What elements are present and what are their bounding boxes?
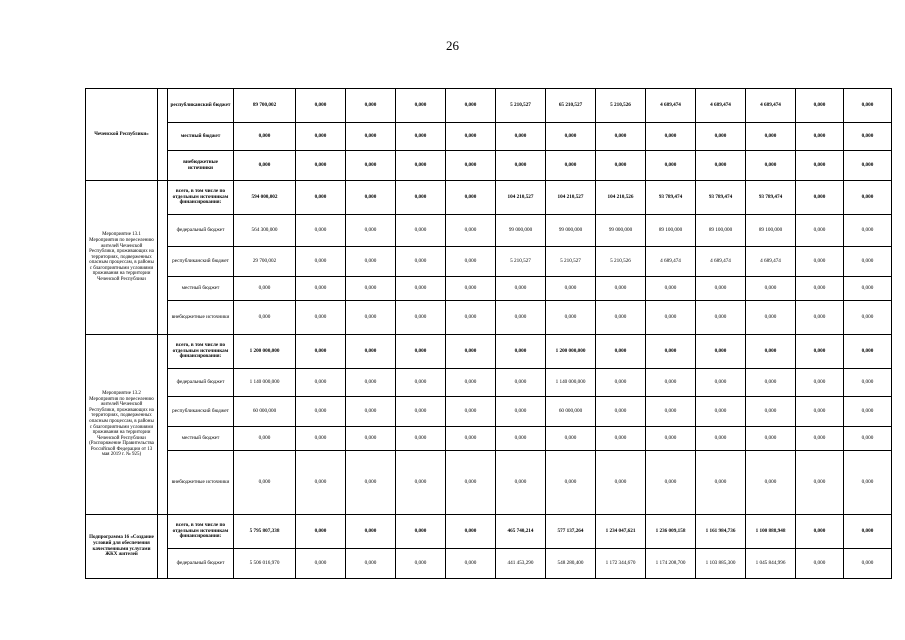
year-amount: 0,000 <box>844 335 892 369</box>
funding-source: внебюджетные источники <box>168 151 234 181</box>
year-amount: 0,000 <box>346 549 396 579</box>
year-amount: 0,000 <box>446 151 496 181</box>
year-amount: 0,000 <box>346 89 396 123</box>
year-amount: 0,000 <box>496 277 546 301</box>
year-amount: 1 140 000,000 <box>546 369 596 397</box>
year-amount: 0,000 <box>296 301 346 335</box>
table-row <box>86 301 892 335</box>
year-amount: 0,000 <box>446 247 496 277</box>
year-amount: 99 000,000 <box>546 215 596 247</box>
year-amount: 0,000 <box>496 335 546 369</box>
year-amount: 0,000 <box>296 427 346 451</box>
spacer-cell <box>158 89 168 181</box>
year-amount: 0,000 <box>796 89 844 123</box>
year-amount: 0,000 <box>596 123 646 151</box>
year-amount: 0,000 <box>696 369 746 397</box>
year-amount: 0,000 <box>746 451 796 515</box>
year-amount: 441 453,290 <box>496 549 546 579</box>
funding-source: республиканский бюджет <box>168 397 234 427</box>
year-amount: 1 103 885,300 <box>696 549 746 579</box>
year-amount: 65 210,527 <box>546 89 596 123</box>
year-amount: 0,000 <box>396 301 446 335</box>
table-row <box>86 549 892 579</box>
total-amount: 1 140 000,000 <box>234 369 296 397</box>
year-amount: 0,000 <box>446 89 496 123</box>
year-amount: 0,000 <box>396 451 446 515</box>
year-amount: 0,000 <box>496 301 546 335</box>
year-amount: 0,000 <box>396 247 446 277</box>
year-amount: 0,000 <box>396 215 446 247</box>
year-amount: 0,000 <box>346 247 396 277</box>
year-amount: 0,000 <box>296 181 346 215</box>
year-amount: 104 210,527 <box>496 181 546 215</box>
funding-source: всего, в том числе по отдельным источникам финансирования: <box>168 181 234 215</box>
year-amount: 548 280,400 <box>546 549 596 579</box>
year-amount: 1 200 000,000 <box>546 335 596 369</box>
year-amount: 1 174 208,700 <box>646 549 696 579</box>
year-amount: 0,000 <box>796 181 844 215</box>
total-amount: 0,000 <box>234 301 296 335</box>
year-amount: 4 689,474 <box>646 247 696 277</box>
year-amount: 0,000 <box>296 123 346 151</box>
year-amount: 0,000 <box>446 397 496 427</box>
year-amount: 0,000 <box>646 427 696 451</box>
year-amount: 0,000 <box>746 151 796 181</box>
year-amount: 0,000 <box>296 369 346 397</box>
table-row <box>86 335 892 369</box>
year-amount: 0,000 <box>396 89 446 123</box>
year-amount: 0,000 <box>844 181 892 215</box>
program-name: Мероприятие 13.1 Мероприятия по переселению жителей Чеченской Республики, проживающих на территориях, подверженных опасным процессам, в районы с благоприятными условиями проживания на территории Чеченской Республики <box>86 181 158 335</box>
year-amount: 4 689,474 <box>696 247 746 277</box>
funding-source: внебюджетные источники <box>168 451 234 515</box>
year-amount: 0,000 <box>844 451 892 515</box>
year-amount: 0,000 <box>496 151 546 181</box>
total-amount: 0,000 <box>234 123 296 151</box>
year-amount: 0,000 <box>546 451 596 515</box>
year-amount: 89 100,000 <box>696 215 746 247</box>
year-amount: 104 210,527 <box>546 181 596 215</box>
total-amount: 29 700,002 <box>234 247 296 277</box>
year-amount: 0,000 <box>396 515 446 549</box>
year-amount: 0,000 <box>646 151 696 181</box>
year-amount: 0,000 <box>546 123 596 151</box>
year-amount: 0,000 <box>696 123 746 151</box>
total-amount: 0,000 <box>234 277 296 301</box>
year-amount: 0,000 <box>446 301 496 335</box>
table-row <box>86 123 892 151</box>
program-name: Подпрограмма 16 «Создание условий для обеспечения качественными услугами ЖКХ жителей <box>86 515 158 579</box>
funding-source: республиканский бюджет <box>168 89 234 123</box>
year-amount: 1 045 844,996 <box>746 549 796 579</box>
year-amount: 0,000 <box>596 301 646 335</box>
year-amount: 0,000 <box>646 335 696 369</box>
year-amount: 0,000 <box>446 277 496 301</box>
year-amount: 0,000 <box>446 427 496 451</box>
year-amount: 0,000 <box>646 123 696 151</box>
spacer-cell <box>158 335 168 515</box>
year-amount: 0,000 <box>446 215 496 247</box>
year-amount: 0,000 <box>844 123 892 151</box>
year-amount: 0,000 <box>796 397 844 427</box>
year-amount: 93 789,474 <box>746 181 796 215</box>
year-amount: 1 161 984,736 <box>696 515 746 549</box>
table-row <box>86 369 892 397</box>
year-amount: 0,000 <box>296 397 346 427</box>
year-amount: 0,000 <box>396 277 446 301</box>
total-amount: 0,000 <box>234 451 296 515</box>
year-amount: 0,000 <box>596 369 646 397</box>
year-amount: 0,000 <box>546 427 596 451</box>
year-amount: 99 000,000 <box>596 215 646 247</box>
year-amount: 0,000 <box>796 247 844 277</box>
year-amount: 0,000 <box>844 247 892 277</box>
year-amount: 0,000 <box>596 335 646 369</box>
year-amount: 0,000 <box>396 123 446 151</box>
total-amount: 0,000 <box>234 427 296 451</box>
year-amount: 0,000 <box>746 335 796 369</box>
year-amount: 0,000 <box>396 397 446 427</box>
year-amount: 0,000 <box>746 427 796 451</box>
table-row <box>86 397 892 427</box>
year-amount: 465 740,214 <box>496 515 546 549</box>
year-amount: 0,000 <box>796 451 844 515</box>
total-amount: 60 000,000 <box>234 397 296 427</box>
year-amount: 0,000 <box>596 427 646 451</box>
year-amount: 0,000 <box>496 427 546 451</box>
total-amount: 0,000 <box>234 151 296 181</box>
year-amount: 0,000 <box>446 451 496 515</box>
funding-source: местный бюджет <box>168 123 234 151</box>
year-amount: 0,000 <box>844 515 892 549</box>
year-amount: 99 000,000 <box>496 215 546 247</box>
year-amount: 0,000 <box>696 451 746 515</box>
year-amount: 0,000 <box>396 335 446 369</box>
year-amount: 0,000 <box>346 215 396 247</box>
funding-source: местный бюджет <box>168 427 234 451</box>
year-amount: 0,000 <box>844 427 892 451</box>
year-amount: 89 100,000 <box>646 215 696 247</box>
program-name: Чеченской Республики» <box>86 89 158 181</box>
year-amount: 0,000 <box>396 151 446 181</box>
year-amount: 0,000 <box>746 123 796 151</box>
table-body <box>86 89 892 579</box>
year-amount: 0,000 <box>796 335 844 369</box>
year-amount: 0,000 <box>844 215 892 247</box>
year-amount: 0,000 <box>746 397 796 427</box>
year-amount: 0,000 <box>546 301 596 335</box>
year-amount: 5 210,527 <box>496 89 546 123</box>
year-amount: 0,000 <box>796 515 844 549</box>
year-amount: 0,000 <box>696 397 746 427</box>
program-name: Мероприятие 13.2 Мероприятия по переселению жителей Чеченской Республики, проживающих на территориях, подверженных опасным процессам, в районы с благоприятными условиями проживания на территории Чеченской Республики (Распоряжение Правительства Российской Федерации от 13 мая 2019 г. № 925) <box>86 335 158 515</box>
year-amount: 0,000 <box>796 277 844 301</box>
year-amount: 0,000 <box>746 369 796 397</box>
year-amount: 0,000 <box>396 369 446 397</box>
year-amount: 0,000 <box>496 369 546 397</box>
funding-source: местный бюджет <box>168 277 234 301</box>
year-amount: 0,000 <box>346 451 396 515</box>
total-amount: 5 506 016,970 <box>234 549 296 579</box>
funding-source: внебюджетные источники <box>168 301 234 335</box>
year-amount: 0,000 <box>396 181 446 215</box>
year-amount: 0,000 <box>346 123 396 151</box>
year-amount: 0,000 <box>346 515 396 549</box>
year-amount: 0,000 <box>844 369 892 397</box>
year-amount: 0,000 <box>546 277 596 301</box>
year-amount: 1 234 047,621 <box>596 515 646 549</box>
year-amount: 0,000 <box>546 151 596 181</box>
year-amount: 0,000 <box>296 549 346 579</box>
table-row <box>86 277 892 301</box>
spacer-cell <box>158 181 168 335</box>
funding-source: республиканский бюджет <box>168 247 234 277</box>
year-amount: 5 210,526 <box>596 247 646 277</box>
year-amount: 0,000 <box>596 151 646 181</box>
year-amount: 0,000 <box>346 181 396 215</box>
year-amount: 0,000 <box>696 427 746 451</box>
spacer-cell <box>158 515 168 579</box>
year-amount: 4 689,474 <box>646 89 696 123</box>
total-amount: 5 795 807,338 <box>234 515 296 549</box>
total-amount: 89 700,002 <box>234 89 296 123</box>
funding-source: федеральный бюджет <box>168 549 234 579</box>
funding-source: федеральный бюджет <box>168 369 234 397</box>
year-amount: 0,000 <box>646 277 696 301</box>
table-row <box>86 451 892 515</box>
year-amount: 0,000 <box>844 301 892 335</box>
table-row <box>86 181 892 215</box>
year-amount: 0,000 <box>796 369 844 397</box>
table-row <box>86 151 892 181</box>
year-amount: 0,000 <box>346 301 396 335</box>
year-amount: 0,000 <box>346 397 396 427</box>
year-amount: 0,000 <box>296 89 346 123</box>
year-amount: 0,000 <box>646 397 696 427</box>
year-amount: 0,000 <box>346 369 396 397</box>
year-amount: 0,000 <box>596 277 646 301</box>
year-amount: 0,000 <box>496 451 546 515</box>
year-amount: 1 100 888,948 <box>746 515 796 549</box>
year-amount: 5 210,527 <box>496 247 546 277</box>
total-amount: 1 200 000,000 <box>234 335 296 369</box>
total-amount: 564 300,000 <box>234 215 296 247</box>
year-amount: 0,000 <box>844 549 892 579</box>
year-amount: 4 689,474 <box>696 89 746 123</box>
year-amount: 1 236 009,158 <box>646 515 696 549</box>
year-amount: 0,000 <box>696 335 746 369</box>
year-amount: 0,000 <box>796 301 844 335</box>
year-amount: 0,000 <box>696 277 746 301</box>
year-amount: 0,000 <box>446 369 496 397</box>
year-amount: 93 789,474 <box>696 181 746 215</box>
year-amount: 577 137,264 <box>546 515 596 549</box>
year-amount: 0,000 <box>696 151 746 181</box>
year-amount: 0,000 <box>746 301 796 335</box>
year-amount: 89 100,000 <box>746 215 796 247</box>
year-amount: 0,000 <box>844 397 892 427</box>
year-amount: 0,000 <box>296 151 346 181</box>
year-amount: 0,000 <box>296 515 346 549</box>
year-amount: 0,000 <box>446 335 496 369</box>
year-amount: 0,000 <box>296 247 346 277</box>
table-row <box>86 247 892 277</box>
total-amount: 594 000,002 <box>234 181 296 215</box>
table-row <box>86 515 892 549</box>
table-row <box>86 89 892 123</box>
year-amount: 0,000 <box>796 427 844 451</box>
year-amount: 0,000 <box>796 215 844 247</box>
table-row <box>86 215 892 247</box>
year-amount: 0,000 <box>796 549 844 579</box>
financing-table <box>85 88 892 579</box>
year-amount: 4 689,474 <box>746 247 796 277</box>
year-amount: 0,000 <box>646 369 696 397</box>
year-amount: 0,000 <box>346 427 396 451</box>
year-amount: 5 210,526 <box>596 89 646 123</box>
year-amount: 93 789,474 <box>646 181 696 215</box>
year-amount: 0,000 <box>296 277 346 301</box>
year-amount: 104 210,526 <box>596 181 646 215</box>
year-amount: 0,000 <box>296 451 346 515</box>
year-amount: 0,000 <box>496 123 546 151</box>
year-amount: 0,000 <box>496 397 546 427</box>
year-amount: 0,000 <box>346 335 396 369</box>
page-number: 26 <box>446 38 459 53</box>
table-row <box>86 427 892 451</box>
year-amount: 0,000 <box>346 277 396 301</box>
funding-source: всего, в том числе по отдельным источникам финансирования: <box>168 515 234 549</box>
year-amount: 0,000 <box>446 181 496 215</box>
funding-source: федеральный бюджет <box>168 215 234 247</box>
year-amount: 0,000 <box>844 277 892 301</box>
year-amount: 0,000 <box>596 397 646 427</box>
year-amount: 0,000 <box>746 277 796 301</box>
year-amount: 0,000 <box>396 549 446 579</box>
funding-source: всего, в том числе по отдельным источникам финансирования: <box>168 335 234 369</box>
year-amount: 1 172 344,670 <box>596 549 646 579</box>
year-amount: 0,000 <box>844 151 892 181</box>
year-amount: 0,000 <box>796 123 844 151</box>
year-amount: 0,000 <box>296 335 346 369</box>
year-amount: 0,000 <box>296 215 346 247</box>
year-amount: 0,000 <box>446 515 496 549</box>
year-amount: 0,000 <box>346 151 396 181</box>
year-amount: 0,000 <box>646 301 696 335</box>
year-amount: 0,000 <box>796 151 844 181</box>
year-amount: 0,000 <box>446 123 496 151</box>
year-amount: 0,000 <box>446 549 496 579</box>
year-amount: 0,000 <box>596 451 646 515</box>
year-amount: 0,000 <box>696 301 746 335</box>
year-amount: 0,000 <box>396 427 446 451</box>
year-amount: 0,000 <box>844 89 892 123</box>
year-amount: 0,000 <box>646 451 696 515</box>
year-amount: 5 210,527 <box>546 247 596 277</box>
year-amount: 4 689,474 <box>746 89 796 123</box>
year-amount: 60 000,000 <box>546 397 596 427</box>
